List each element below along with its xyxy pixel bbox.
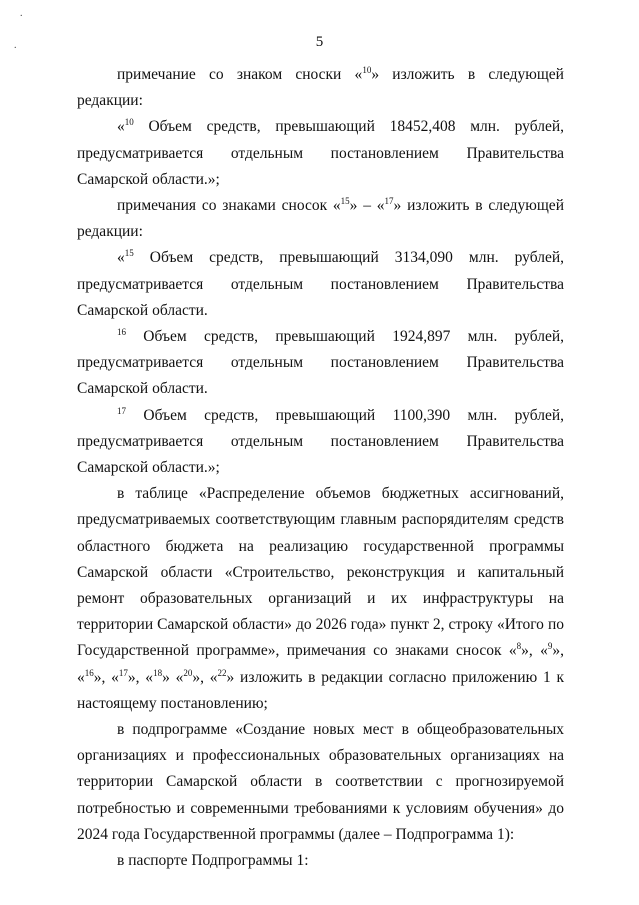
- paragraph: «$^{15}$ Объем средств, превышающий 3134,090 млн. рублей, предусматривается отдельным постановлением Правительства Самарской области.: [77, 248, 564, 319]
- page-number: 5: [315, 34, 324, 50]
- scan-mark: .: [20, 8, 23, 19]
- paragraph: в подпрограмме «Создание новых мест в общеобразовательных организациях и профессиональных образовательных организациях на территории Самарской области в соответствии с прогнозируемой потребностью и современными требованиями к условиям обучения» до 2024 года Государственной программы (далее – Подпрограмма 1):: [77, 721, 564, 843]
- paragraph: $^{17}$ Объем средств, превышающий 1100,390 млн. рублей, предусматривается отдельным постановлением Правительства Самарской области.»;: [77, 405, 564, 477]
- paragraph: «$^{10}$ Объем средств, превышающий 18452,408 млн. рублей, предусматривается отдельным постановлением Правительства Самарской области.»;: [77, 117, 564, 188]
- paragraph: в паспорте Подпрограммы 1:: [117, 852, 309, 870]
- paragraph: примечания со знаками сносок «$^{15}$» – «$^{17}$» изложить в следующей редакции:: [77, 196, 564, 241]
- paragraph: $^{16}$ Объем средств, превышающий 1924,897 млн. рублей, предусматривается отдельным постановлением Правительства Самарской области.: [77, 327, 564, 398]
- paragraph: примечание со знаком сноски «$^{10}$» изложить в следующей редакции:: [77, 65, 564, 110]
- scan-mark: .: [14, 40, 17, 51]
- paragraph: в таблице «Распределение объемов бюджетных ассигнований, предусматриваемых соответствующим главным распорядителям средств областного бюджета на реализацию государственной программы Самарской области «Строительство, реконструкция и капитальный ремонт образовательных организаций и их инфраструктуры на территории Самарской области» до 2026 года» пункт 2, строку «Итого по Государственной программе», примечания со знаками сносок «$^8$», «$^9$», «$^{16}$», «$^{17}$», «$^{18}$» «$^{20}$», «$^{22}$» изложить в редакции согласно приложению 1 к настоящему постановлению;: [77, 485, 565, 712]
- document-body: [77, 62, 564, 874]
